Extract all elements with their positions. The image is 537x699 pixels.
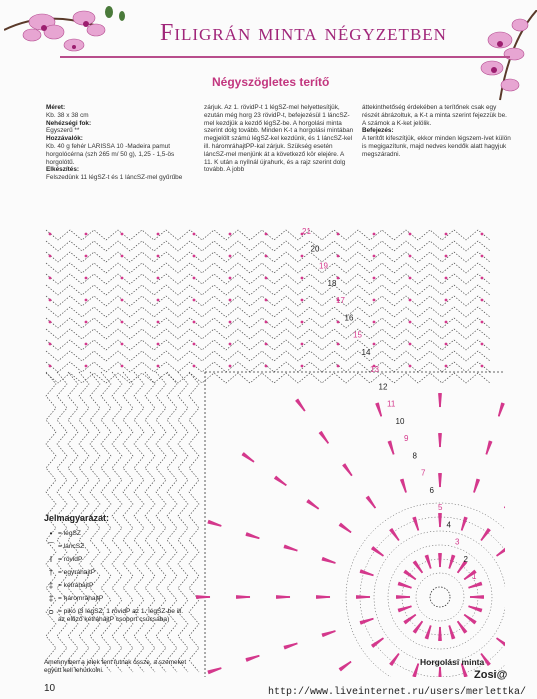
stitch-mark bbox=[296, 400, 305, 411]
motif-round bbox=[374, 531, 505, 663]
picot-mark bbox=[373, 277, 376, 280]
picot-mark bbox=[85, 365, 88, 368]
instructions-label: Elkészítés: bbox=[46, 166, 80, 174]
row-number: 21 bbox=[302, 227, 311, 236]
stitch-mark bbox=[307, 502, 319, 509]
stitch-fan bbox=[284, 545, 298, 550]
legend-symbol-icon: ᴑ bbox=[48, 607, 54, 616]
stitch-mark bbox=[392, 654, 399, 666]
picot-mark bbox=[229, 255, 232, 258]
picot-mark bbox=[121, 277, 124, 280]
mesh-row bbox=[46, 285, 490, 295]
stitch-fan bbox=[246, 533, 260, 538]
legend-item bbox=[44, 556, 184, 564]
picot-mark bbox=[49, 277, 52, 280]
picot-mark bbox=[337, 343, 340, 346]
legend-text: = légSZ bbox=[58, 530, 81, 537]
legend-item bbox=[44, 582, 184, 590]
mesh-row bbox=[46, 351, 490, 361]
stitch-fan bbox=[425, 555, 430, 569]
legend-symbol-icon: ⌒ bbox=[47, 542, 55, 551]
mesh-row bbox=[46, 241, 490, 254]
stitch-mark bbox=[343, 465, 352, 476]
stitch-fan bbox=[360, 619, 374, 624]
legend-item bbox=[44, 543, 184, 551]
picot-mark bbox=[481, 233, 484, 236]
stitch-fan bbox=[376, 403, 381, 417]
picot-mark bbox=[229, 343, 232, 346]
stitch-fan bbox=[439, 473, 441, 487]
stitch-mark bbox=[236, 597, 250, 598]
stitch-mark bbox=[405, 615, 416, 624]
picot-mark bbox=[121, 233, 124, 236]
stitch-fan bbox=[439, 513, 441, 527]
stitch-fan bbox=[196, 596, 210, 598]
picot-mark bbox=[337, 233, 340, 236]
motif-round bbox=[402, 559, 478, 635]
picot-mark bbox=[49, 233, 52, 236]
stitch-fan bbox=[462, 517, 467, 531]
mesh-row bbox=[46, 274, 490, 284]
instructions-end: áttekinthetőség érdekében a terítőnek csak egy részét ábrázoltuk, a K-t a minta szerint fejezzük be. A számok a K-ket jelölik. bbox=[362, 104, 507, 127]
legend-symbol-icon: I bbox=[49, 555, 53, 564]
picot-mark bbox=[445, 321, 448, 324]
stitch-mark bbox=[413, 562, 422, 573]
stitch-mark bbox=[439, 553, 440, 567]
legend-item bbox=[44, 530, 184, 538]
picot-mark bbox=[409, 299, 412, 302]
stitch-fan bbox=[439, 393, 441, 407]
picot-mark bbox=[445, 299, 448, 302]
stitch-fan bbox=[236, 596, 250, 598]
picot-mark bbox=[409, 255, 412, 258]
stitch-fan bbox=[470, 596, 484, 598]
legend-item bbox=[44, 608, 184, 624]
legend-text: = kétráhajtP bbox=[58, 582, 94, 589]
picot-mark bbox=[445, 277, 448, 280]
picot-mark bbox=[229, 299, 232, 302]
stitch-fan bbox=[339, 523, 351, 532]
legend-text: = egyráhajtP bbox=[58, 569, 96, 576]
picot-mark bbox=[49, 365, 52, 368]
legend-symbol-icon: ‡ bbox=[48, 581, 54, 590]
stitch-fan bbox=[242, 453, 254, 462]
size-value: Kb. 38 x 38 cm bbox=[46, 111, 89, 119]
picot-mark bbox=[445, 365, 448, 368]
picot-mark bbox=[193, 343, 196, 346]
picot-mark bbox=[337, 365, 340, 368]
picot-mark bbox=[157, 277, 160, 280]
picot-mark bbox=[121, 321, 124, 324]
picot-mark bbox=[265, 299, 268, 302]
legend-text: = pikó (3 légSZ, 1 rövidP az 1. légSZ-be ill. az előző kétráhajtP csoport csúcsába) bbox=[58, 608, 184, 623]
stitch-fan bbox=[396, 596, 410, 598]
picot-mark bbox=[121, 255, 124, 258]
row-number: 12 bbox=[378, 382, 388, 392]
row-number: 2 bbox=[463, 554, 468, 564]
stitch-mark bbox=[366, 497, 375, 508]
legend-item bbox=[44, 595, 184, 603]
stitch-fan bbox=[388, 441, 393, 455]
stitch-mark bbox=[319, 433, 328, 444]
stitch-mark bbox=[439, 433, 440, 447]
picot-mark bbox=[265, 365, 268, 368]
stitch-mark bbox=[404, 572, 416, 579]
picot-mark bbox=[85, 233, 88, 236]
row-number: 9 bbox=[404, 434, 409, 443]
text-column-1 bbox=[46, 104, 196, 182]
picot-mark bbox=[229, 233, 232, 236]
picot-mark bbox=[265, 233, 268, 236]
stitch-mark bbox=[390, 530, 399, 541]
mesh-row bbox=[46, 373, 490, 383]
picot-mark bbox=[265, 321, 268, 324]
mesh-row bbox=[46, 296, 490, 306]
stitch-mark bbox=[274, 478, 286, 485]
stitch-fan bbox=[390, 528, 399, 540]
picot-mark bbox=[481, 255, 484, 258]
stitch-fan bbox=[439, 433, 441, 447]
picot-mark bbox=[85, 255, 88, 258]
picot-mark bbox=[301, 343, 304, 346]
picot-mark bbox=[121, 299, 124, 302]
size-label: Méret: bbox=[46, 104, 66, 111]
picot-mark bbox=[481, 299, 484, 302]
stitch-mark bbox=[440, 627, 441, 641]
stitch-fan bbox=[296, 399, 305, 411]
picot-mark bbox=[265, 255, 268, 258]
picot-mark bbox=[193, 299, 196, 302]
picot-mark bbox=[445, 343, 448, 346]
row-number: 17 bbox=[336, 296, 345, 305]
stitch-fan bbox=[208, 668, 222, 673]
mesh-row bbox=[46, 263, 490, 273]
stitch-fan bbox=[322, 631, 336, 636]
stitch-fan bbox=[464, 615, 476, 624]
row-number: 20 bbox=[310, 244, 320, 254]
mesh-row bbox=[46, 329, 490, 339]
row-number: 5 bbox=[438, 503, 443, 512]
stitch-mark bbox=[481, 528, 488, 540]
picot-mark bbox=[373, 299, 376, 302]
stitch-mark bbox=[464, 615, 476, 622]
stitch-fan bbox=[360, 570, 374, 575]
picot-mark bbox=[481, 277, 484, 280]
picot-mark bbox=[445, 255, 448, 258]
stitch-mark bbox=[316, 597, 330, 598]
stitch-fan bbox=[413, 561, 422, 573]
stitch-fan bbox=[398, 606, 412, 611]
picot-mark bbox=[337, 321, 340, 324]
mesh-row bbox=[46, 230, 490, 240]
picot-mark bbox=[373, 233, 376, 236]
stitch-mark bbox=[371, 549, 383, 556]
legend bbox=[44, 530, 184, 629]
legend-item bbox=[44, 569, 184, 577]
stitch-fan bbox=[284, 643, 298, 648]
stitch-mark bbox=[439, 473, 440, 487]
stitch-fan bbox=[413, 621, 422, 633]
article-subtitle: Négyszögletes terítő bbox=[212, 75, 330, 89]
picot-mark bbox=[49, 321, 52, 324]
picot-mark bbox=[229, 277, 232, 280]
picot-mark bbox=[121, 343, 124, 346]
stitch-fan bbox=[439, 553, 441, 567]
picot-mark bbox=[193, 255, 196, 258]
picot-mark bbox=[85, 321, 88, 324]
stitch-mark bbox=[415, 621, 422, 633]
stitch-fan bbox=[439, 627, 441, 641]
picot-mark bbox=[373, 321, 376, 324]
motif-round bbox=[346, 503, 505, 677]
source-url: http://www.liveinternet.ru/users/merlettka/ bbox=[268, 687, 527, 698]
row-number: 16 bbox=[344, 313, 354, 323]
stitch-fan bbox=[413, 664, 418, 677]
stitch-fan bbox=[413, 517, 418, 531]
picot-mark bbox=[157, 233, 160, 236]
stitch-fan bbox=[481, 528, 490, 540]
instructions-start: Felszedünk 11 légSZ-t és 1 láncSZ-mel gyűrűbe bbox=[46, 174, 183, 182]
mesh-row bbox=[46, 362, 490, 372]
picot-mark bbox=[409, 321, 412, 324]
row-number: 10 bbox=[395, 416, 405, 426]
stitch-mark bbox=[242, 455, 254, 462]
mesh-row bbox=[46, 307, 490, 317]
picot-mark bbox=[193, 277, 196, 280]
corner-frame bbox=[205, 372, 505, 677]
stitch-fan bbox=[366, 496, 375, 508]
stitch-fan bbox=[274, 476, 286, 485]
picot-mark bbox=[49, 255, 52, 258]
stitch-fan bbox=[474, 479, 479, 493]
title-divider bbox=[60, 56, 510, 58]
picot-mark bbox=[265, 277, 268, 280]
picot-mark bbox=[157, 343, 160, 346]
row-number: 3 bbox=[455, 537, 460, 547]
row-number: 13 bbox=[370, 365, 379, 374]
stitch-mark bbox=[196, 597, 210, 598]
text-column-2: zárjuk. Az 1. rövidP-t 1 légSZ-mel helyettesítjük, ezután még horg 23 rövidP-t, befejezésül 1 láncSZ-mel kezdjük a kezdő légSZ-be. A horgolási minta szerint dolg tovább. Minden K-t a horgolási mintában megjelölt számú légSZ-kel kezdünk, és 1 láncSZ-kel ill. háromráhajtPP-kal zárjuk. Szükség esetén láncSZ-mel menjünk át a következő kör elejére. A 11. K után a nyílnál újrahurk, és a rajz szerint dolg tovább. A jobb bbox=[204, 104, 354, 174]
row-number: 7 bbox=[421, 468, 426, 478]
picot-mark bbox=[409, 277, 412, 280]
picot-mark bbox=[337, 277, 340, 280]
materials-label: Hozzávalók: bbox=[46, 135, 83, 143]
picot-mark bbox=[301, 277, 304, 280]
stitch-fan bbox=[469, 606, 483, 611]
text-column-3 bbox=[362, 104, 512, 159]
picot-mark bbox=[49, 299, 52, 302]
stitch-fan bbox=[404, 570, 416, 579]
picot-mark bbox=[85, 277, 88, 280]
stitch-fan bbox=[356, 596, 370, 598]
picot-mark bbox=[85, 343, 88, 346]
picot-mark bbox=[409, 233, 412, 236]
row-number: 18 bbox=[327, 278, 337, 288]
legend-text: = rövidP bbox=[58, 556, 83, 563]
stitch-mark bbox=[440, 667, 441, 677]
mesh-row bbox=[46, 340, 490, 350]
picot-mark bbox=[265, 343, 268, 346]
stitch-fan bbox=[486, 441, 491, 455]
stitch-fan bbox=[497, 638, 505, 647]
picot-mark bbox=[409, 343, 412, 346]
picot-mark bbox=[193, 365, 196, 368]
mesh-row bbox=[46, 252, 490, 262]
page-title: Filigrán minta négyzetben bbox=[160, 20, 447, 46]
finishing-label: Befejezés: bbox=[362, 127, 394, 135]
orchid-top-right-icon bbox=[470, 10, 537, 110]
stitch-mark bbox=[470, 596, 484, 597]
stitch-fan bbox=[246, 656, 260, 661]
picot-mark bbox=[301, 255, 304, 258]
stitch-mark bbox=[356, 597, 370, 598]
legend-note: Amennyiben a jelek fent futnak össze, a szemeket együtt kell lehurkolni. bbox=[44, 659, 187, 674]
stitch-mark bbox=[339, 525, 351, 532]
stitch-fan bbox=[458, 621, 467, 633]
motif-round bbox=[416, 573, 464, 621]
row-number: 6 bbox=[429, 485, 434, 495]
row-number: 1 bbox=[472, 572, 477, 581]
materials-value: Kb. 40 g fehér LARISSA 10 -Madeira pamut horgolócérna (szh 265 m/ 50 g), 1,25 - 1,5-ös horgolótű. bbox=[46, 142, 175, 166]
row-number: 4 bbox=[446, 520, 451, 530]
stitch-mark bbox=[439, 513, 440, 527]
picot-mark bbox=[229, 321, 232, 324]
legend-title: Jelmagyarázat: bbox=[44, 513, 110, 523]
stitch-mark bbox=[439, 393, 440, 407]
legend-symbol-icon: † bbox=[48, 568, 54, 577]
stitch-fan bbox=[276, 596, 290, 598]
picot-mark bbox=[481, 365, 484, 368]
row-number: 11 bbox=[387, 399, 396, 409]
difficulty-label: Nehézségi fok: bbox=[46, 119, 92, 127]
stitch-fan bbox=[439, 667, 441, 677]
picot-mark bbox=[301, 321, 304, 324]
picot-mark bbox=[373, 255, 376, 258]
stitch-mark bbox=[458, 621, 467, 632]
picot-mark bbox=[157, 365, 160, 368]
stitch-fan bbox=[390, 654, 399, 666]
stitch-fan bbox=[371, 638, 383, 647]
stitch-fan bbox=[499, 403, 504, 417]
legend-text: = láncSZ bbox=[58, 543, 85, 550]
picot-mark bbox=[157, 255, 160, 258]
picot-mark bbox=[481, 343, 484, 346]
stitch-mark bbox=[276, 597, 290, 598]
stitch-fan bbox=[322, 558, 336, 563]
row-number: 19 bbox=[319, 261, 328, 271]
orchid-top-left-icon bbox=[4, 0, 134, 75]
picot-mark bbox=[373, 343, 376, 346]
mesh-column bbox=[189, 372, 199, 672]
picot-mark bbox=[301, 365, 304, 368]
page-number: 10 bbox=[44, 683, 56, 694]
motif-center-ring bbox=[430, 587, 450, 607]
legend-symbol-icon: • bbox=[49, 529, 53, 538]
stitch-mark bbox=[396, 597, 410, 598]
stitch-fan bbox=[401, 479, 406, 493]
picot-mark bbox=[409, 365, 412, 368]
picot-mark bbox=[157, 321, 160, 324]
picot-mark bbox=[481, 321, 484, 324]
finishing-value: A terítőt kifeszítjük, ekkor minden légszem-ívet külön is megigazítunk, majd nedves kendők alatt hagyjuk megszáradni. bbox=[362, 135, 511, 158]
picot-mark bbox=[49, 343, 52, 346]
row-number: 15 bbox=[353, 330, 362, 340]
stitch-fan bbox=[316, 596, 330, 598]
picot-mark bbox=[157, 299, 160, 302]
legend-text: = háromráhajtP bbox=[58, 595, 104, 602]
stitch-fan bbox=[307, 500, 319, 509]
picot-mark bbox=[301, 299, 304, 302]
stitch-fan bbox=[343, 464, 352, 476]
stitch-fan bbox=[404, 615, 416, 624]
picot-mark bbox=[229, 365, 232, 368]
chart-label: Horgolási minta bbox=[420, 657, 485, 667]
picot-mark bbox=[337, 255, 340, 258]
picot-mark bbox=[85, 299, 88, 302]
row-number: 8 bbox=[412, 451, 417, 461]
picot-mark bbox=[445, 233, 448, 236]
legend-symbol-icon: ‡ bbox=[48, 594, 54, 603]
picot-mark bbox=[193, 321, 196, 324]
mesh-row bbox=[46, 318, 490, 328]
stitch-fan bbox=[497, 547, 505, 556]
stitch-fan bbox=[208, 521, 222, 526]
stitch-fan bbox=[398, 582, 412, 587]
picot-mark bbox=[193, 233, 196, 236]
difficulty-value: Egyszerű ** bbox=[46, 127, 80, 135]
row-number: 14 bbox=[361, 347, 371, 357]
stitch-fan bbox=[371, 547, 383, 556]
signature: Zosi@ bbox=[474, 669, 508, 681]
picot-mark bbox=[121, 365, 124, 368]
stitch-mark bbox=[340, 662, 351, 671]
stitch-fan bbox=[319, 431, 328, 443]
stitch-fan bbox=[339, 662, 351, 671]
